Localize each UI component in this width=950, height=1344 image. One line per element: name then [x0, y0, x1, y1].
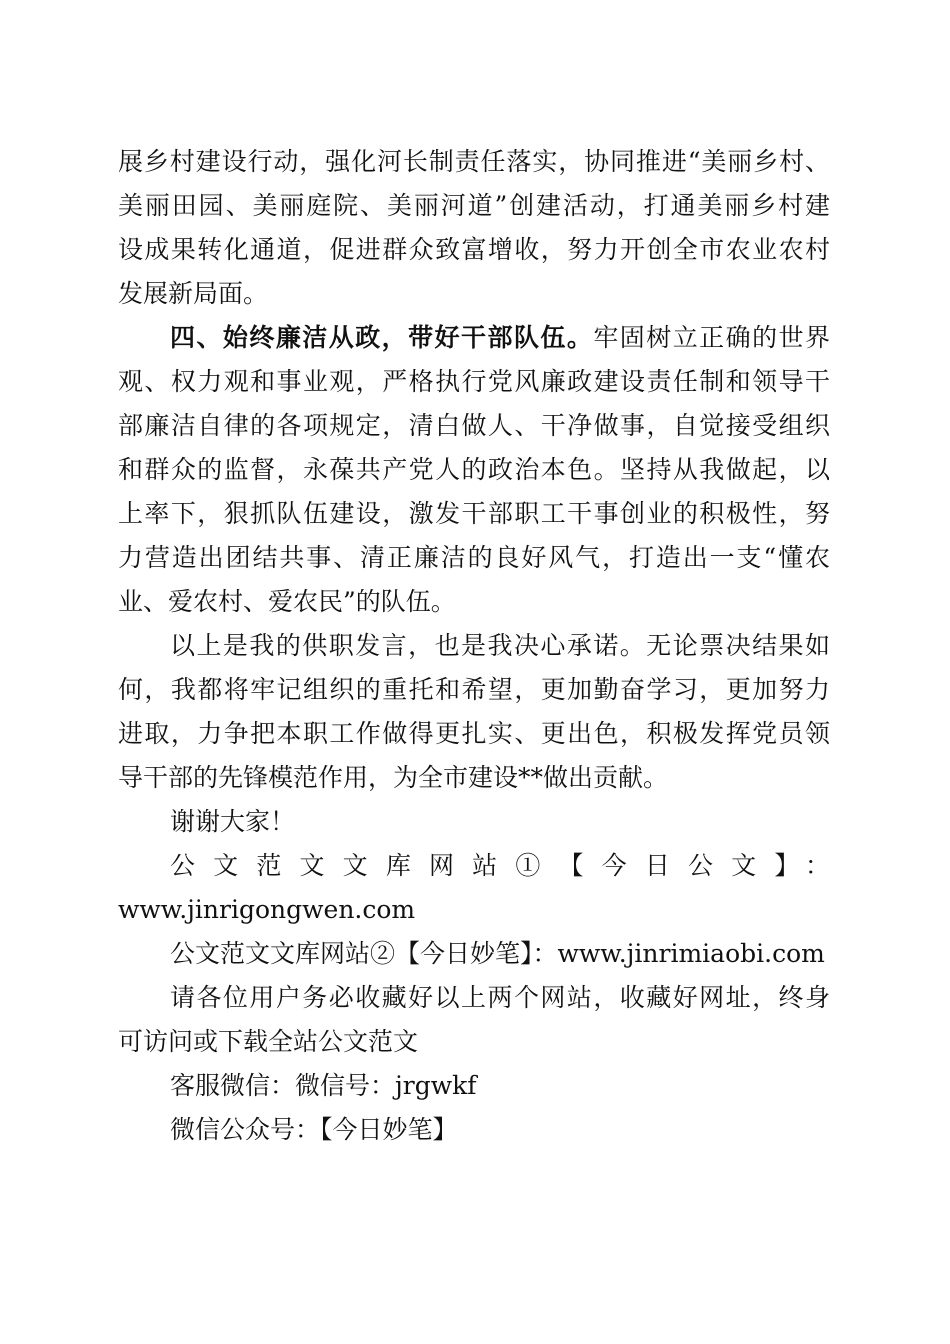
paragraph-line: 导干部的先锋模范作用，为全市建设**做出贡献。 [118, 763, 669, 792]
section-heading: 四、始终廉洁从政，带好干部队伍。 [170, 323, 594, 352]
paragraph-line: 观、权力观和事业观，严格执行党风廉政建设责任制和领导干 [118, 367, 830, 396]
paragraph-text: 牢固树立正确的世界 [593, 323, 830, 352]
paragraph-line: 展乡村建设行动，强化河长制责任落实，协同推进“美丽乡村、 [118, 147, 830, 176]
notice-line: 请各位用户务必收藏好以上两个网站，收藏好网址，终身 [170, 983, 830, 1012]
site-two-line: 公文范文文库网站②【今日妙笔】：www.jinrimiaobi.com [170, 939, 825, 968]
document-body [118, 140, 830, 1152]
paragraph-line: 上率下，狠抓队伍建设，激发干部职工干事创业的积极性，努 [118, 499, 830, 528]
official-account-line: 微信公众号：【今日妙笔】 [170, 1115, 458, 1144]
thanks-line: 谢谢大家！ [170, 807, 296, 836]
paragraph-line: 和群众的监督，永葆共产党人的政治本色。坚持从我做起，以 [118, 455, 830, 484]
paragraph-line: 美丽田园、美丽庭院、美丽河道”创建活动，打通美丽乡村建 [118, 191, 830, 220]
paragraph-line: 力营造出团结共事、清正廉洁的良好风气，打造出一支“懂农 [118, 543, 830, 572]
customer-service-line: 客服微信：微信号：jrgwkf [170, 1071, 477, 1100]
site-one-line: 公文范文文库网站①【今日公文】： [170, 851, 830, 880]
paragraph-line: 部廉洁自律的各项规定，清白做人、干净做事，自觉接受组织 [118, 411, 830, 440]
notice-line: 可访问或下载全站公文范文 [118, 1027, 419, 1056]
paragraph-line: 发展新局面。 [118, 279, 269, 308]
paragraph-line: 业、爱农村、爱农民”的队伍。 [118, 587, 456, 616]
paragraph-line: 以上是我的供职发言，也是我决心承诺。无论票决结果如 [170, 631, 830, 660]
paragraph-line: 进取，力争把本职工作做得更扎实、更出色，积极发挥党员领 [118, 719, 830, 748]
site-one-url: www.jinrigongwen.com [118, 895, 416, 924]
paragraph-line [118, 316, 830, 360]
paragraph-line: 何，我都将牢记组织的重托和希望，更加勤奋学习，更加努力 [118, 675, 830, 704]
paragraph-line: 设成果转化通道，促进群众致富增收，努力开创全市农业农村 [118, 235, 830, 264]
